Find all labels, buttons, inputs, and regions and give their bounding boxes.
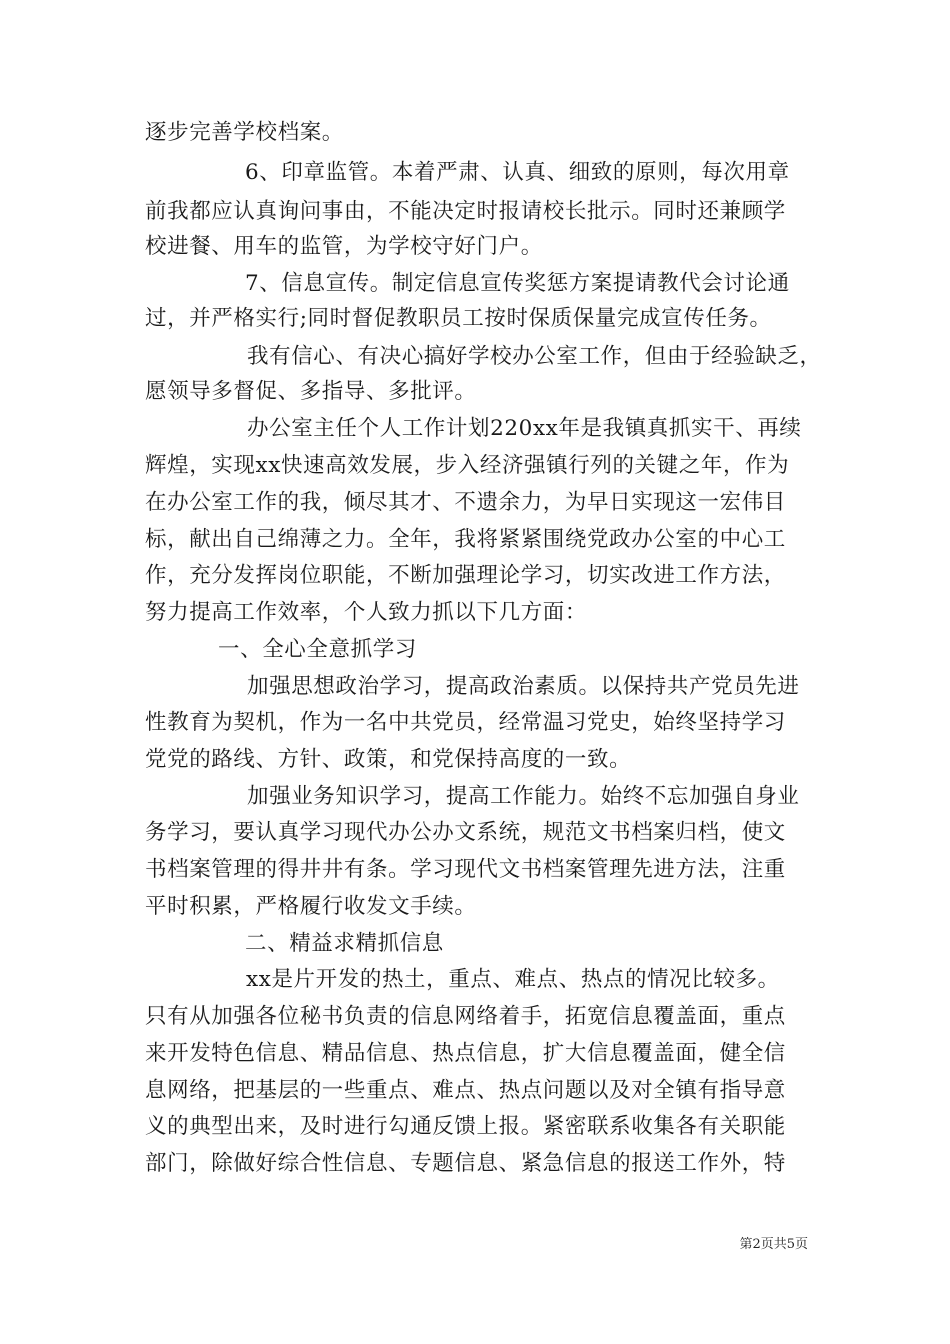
text-line: 愿领导多督促、多指导、多批评。 (145, 379, 477, 404)
text-line: 加强业务知识学习，提高工作能力。始终不忘加强自身业 (247, 784, 800, 809)
text-line: 来开发特色信息、精品信息、热点信息，扩大信息覆盖面，健全信 (145, 1041, 786, 1066)
text-line: 校进餐、用车的监管，为学校守好门户。 (145, 234, 543, 259)
text-line: 性教育为契机，作为一名中共党员，经常温习党史，始终坚持学习 (145, 710, 786, 735)
text-line: 辉煌，实现xx快速高效发展，步入经济强镇行列的关键之年，作为 (145, 453, 790, 478)
text-line: 息网络，把基层的一些重点、难点、热点问题以及对全镇有指导意 (145, 1078, 786, 1103)
text-line: 过，并严格实行;同时督促教职员工按时保质保量完成宣传任务。 (145, 306, 772, 331)
text-line: 努力提高工作效率，个人致力抓以下几方面： (145, 600, 588, 625)
text-line: 标，献出自己绵薄之力。全年，我将紧紧围绕党政办公室的中心工 (145, 527, 786, 552)
text-line: 义的典型出来，及时进行勾通反馈上报。紧密联系收集各有关职能 (145, 1114, 786, 1139)
text-line: 前我都应认真询问事由，不能决定时报请校长批示。同时还兼顾学 (145, 199, 786, 224)
text-line: 务学习，要认真学习现代办公办文系统，规范文书档案归档，使文 (145, 820, 786, 845)
text-line: 7、信息宣传。制定信息宣传奖惩方案提请教代会讨论通 (245, 271, 790, 296)
text-line: 平时积累，严格履行收发文手续。 (145, 894, 477, 919)
text-line: 作，充分发挥岗位职能，不断加强理论学习，切实改进工作方法， (145, 563, 786, 588)
text-line: 书档案管理的得井井有条。学习现代文书档案管理先进方法，注重 (145, 857, 786, 882)
text-line: 6、印章监管。本着严肃、认真、细致的原则，每次用章 (245, 160, 790, 185)
text-line: 部门，除做好综合性信息、专题信息、紧急信息的报送工作外，特 (145, 1151, 786, 1176)
text-line: 加强思想政治学习，提高政治素质。以保持共产党员先进 (247, 674, 800, 699)
text-line: 在办公室工作的我，倾尽其才、不遗余力，为早日实现这一宏伟目 (145, 490, 786, 515)
text-line: 只有从加强各位秘书负责的信息网络着手，拓宽信息覆盖面，重点 (145, 1004, 786, 1029)
text-line: 我有信心、有决心搞好学校办公室工作，但由于经验缺乏， (247, 344, 822, 369)
section-heading: 二、精益求精抓信息 (245, 931, 444, 956)
text-line: 逐步完善学校档案。 (145, 120, 344, 145)
text-line: 党党的路线、方针、政策，和党保持高度的一致。 (145, 747, 632, 772)
section-heading: 一、全心全意抓学习 (218, 637, 417, 662)
text-line: 办公室主任个人工作计划220xx年是我镇真抓实干、再续 (247, 416, 802, 441)
page-number: 第2页共5页 (739, 1237, 808, 1252)
text-line: xx是片开发的热土，重点、难点、热点的情况比较多。 (246, 967, 780, 992)
